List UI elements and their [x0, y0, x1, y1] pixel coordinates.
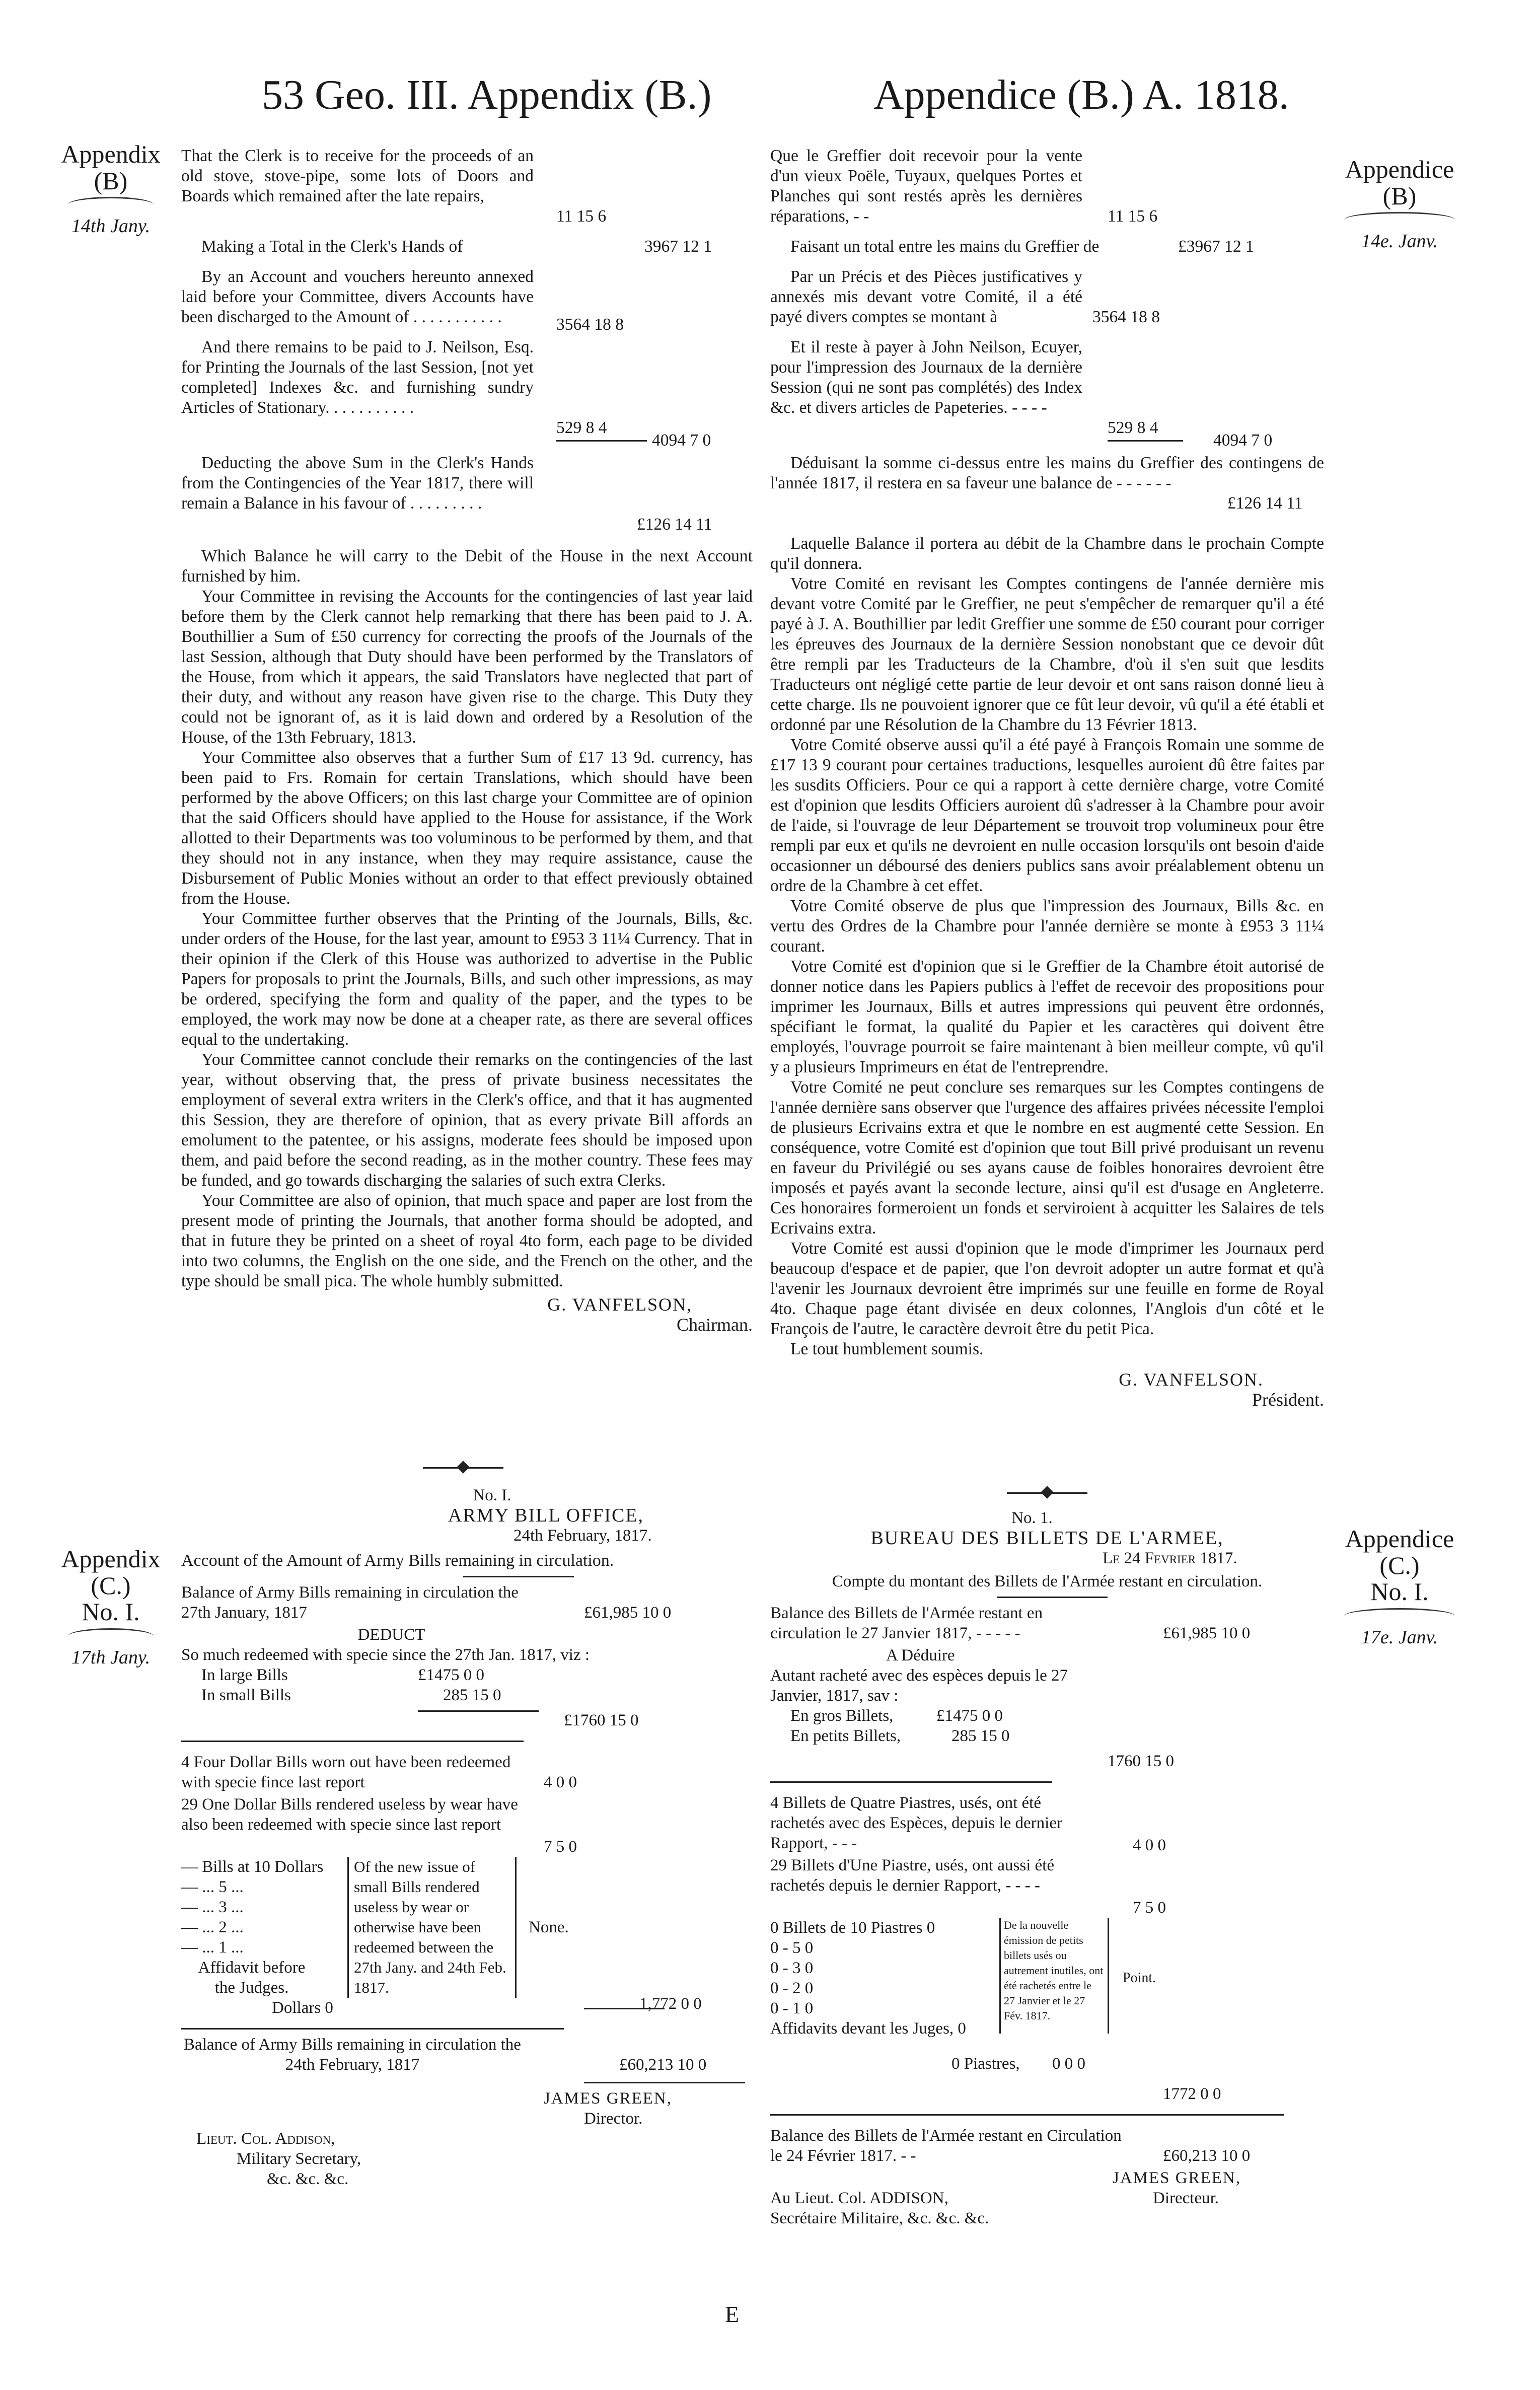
recipient-line: Secrétaire Militaire, &c. &c. &c.	[770, 2209, 989, 2227]
deduct-amount: £126 14 11	[1223, 493, 1303, 514]
sum-amount: 4094 7 0	[1213, 431, 1273, 450]
recipient-line: Military Secretary,	[237, 2150, 361, 2168]
paragraph: Votre Comité ne peut conclure ses remarques sur les Comptes contingens de l'année dernière sans observer que l'urgence des affaires privées nécessite l'emploi de plusieurs Ecrivains extra et que le nombre en est augmenté cette Session. En conséquence, votre Comité est d'opinion que tout Bill privé produisant un revenu en faveur du Privilégié ou ses ayans cause de foibles honoraires devroient être imposés et payés avant la seconde lecture, ainsi qu'il est d'usage en Angleterre. Ces honoraires formeroient un fonds et serviroient à acquitter les Salaires de tels Ecrivains extra.	[770, 1078, 1324, 1238]
margin-note-en-b	[53, 141, 169, 237]
paragraph: Votre Comité observe de plus que l'impression des Journaux, Bills &c. en vertu des Ordres de la Chambre pour l'année dernière se monte à £953 3 11¼ courant.	[770, 897, 1324, 956]
section-separator	[423, 1463, 503, 1473]
header-right: Appendice (B.) A. 1818.	[873, 71, 1289, 118]
recipient-line: Lieut. Col. Addison,	[196, 2130, 335, 2148]
redeemed-line: So much redeemed with specie since the 27th Jan. 1817, viz :	[181, 1646, 590, 1664]
small-bills-amount: 285 15 0	[951, 1727, 1010, 1745]
account-entry: Par un Précis et des Pièces justificatives y annexés mis devant votre Comité, il a été payé divers comptes se montant à	[770, 267, 1082, 326]
account-title: Account of the Amount of Army Bills remaining in circulation.	[181, 1551, 614, 1570]
paragraph: Votre Comité observe aussi qu'il a été payé à François Romain une somme de £17 13 9 courant pour certaines traductions, lesquelles auroient dû être faites par les susdits Officiers. Pour ce qui a rapport à cette dernière charge, votre Comité est d'opinion que lesdits Officiers auroient dû s'adresser à la Chambre pour avoir de l'aide, si l'ouvrage de leur Département se trouvoit trop volumineux pour être rempli par eux et qu'ils ne devroient en nulle occasion lorsqu'ils ont besoin d'aide occasionner un déboursé des deniers publics sans avoir préalablement obtenu un ordre de la Chambre à cet effet.	[770, 736, 1324, 895]
bills-list	[181, 1857, 347, 2018]
margin-note-fr-c	[1329, 1526, 1470, 1647]
one-dollar-amount: 7 5 0	[544, 1838, 577, 1856]
four-piastre-bills: 4 Billets de Quatre Piastres, usés, ont été rachetés avec des Espèces, depuis le dernier Rapport, - - -	[770, 1794, 1062, 1852]
paragraph: Laquelle Balance il portera au débit de la Chambre dans le prochain Compte qu'il donnera.	[770, 534, 1324, 573]
deduction-total: 1772 0 0	[1163, 2085, 1221, 2103]
total-entry: Making a Total in the Clerk's Hands of	[201, 237, 463, 256]
total-amount: £3967 12 1	[1178, 237, 1254, 256]
none-label: Point.	[1123, 1970, 1156, 1986]
none-label: None.	[529, 1918, 569, 1936]
redeemed-subtotal: £1760 15 0	[564, 1711, 639, 1729]
subtotal-rule	[418, 1710, 539, 1712]
margin-date: 14e. Janv.	[1361, 231, 1438, 252]
deduct-entry: Déduisant la somme ci-dessus entre les mains du Greffier des contingens de l'année 1817, il restera en sa faveur une balance de - - - - - -	[770, 454, 1324, 492]
stove-entry: That the Clerk is to receive for the proceeds of an old stove, stove-pipe, some lots of Doors and Boards which remained after the late repairs,	[181, 147, 534, 205]
paragraph: Your Committee cannot conclude their remarks on the contingencies of the last year, without observing that, the press of private business necessitates the employment of several extra writers in the Clerk's office, and that it has augmented this Session, they are therefore of opinion, that as every private Bill affords an emolument to the patentee, or his assigns, moderate fees should be imposed upon them, and paid before the second reading, as in the mother country. These fees may be funded, and go towards discharging the salaries of such extra Clerks.	[181, 1050, 753, 1190]
paragraph: Your Committee in revising the Accounts for the contingencies of last year laid before them by the Clerk cannot help remarking that there has been paid to J. A. Bouthillier a Sum of £50 currency for correcting the proofs of the Journals of the last Session, although that Duty should have been performed by the Translators of the House, from which it appears, the said Translators have neglected that part of their duty, and without any reason have given rise to the charge. This Duty they could not be ignorant of, as it is laid down and ordered by a Resolution of the House, of the 13th February, 1813.	[181, 587, 753, 747]
margin-sub: (C.)	[1379, 1551, 1420, 1579]
bills-1: — ... 1 ...	[181, 1938, 244, 1957]
margin-sub: (C.)	[91, 1571, 131, 1600]
margin-label: Appendice	[1345, 1525, 1454, 1553]
deduct-entry: Deducting the above Sum in the Clerk's Hands from the Contingencies of the Year 1817, there will remain a Balance in his favour of . . . . . . . . .	[181, 454, 534, 513]
four-dollar-bills: 4 Four Dollar Bills worn out have been redeemed with specie fince last report	[181, 1753, 511, 1791]
redeemed-line: Autant racheté avec des espèces depuis le 27 Janvier, 1817, sav :	[770, 1667, 1068, 1705]
stove-amount: 11 15 6	[556, 207, 607, 226]
bills-1: 0 - 1 0	[770, 1999, 814, 2017]
sum-rule	[556, 440, 647, 442]
brace-mark	[1344, 212, 1455, 228]
amount-rule	[584, 2082, 745, 2083]
paragraph: Votre Comité est d'opinion que si le Greffier de la Chambre étoit autorisé de donner notice dans les Papiers publics à l'effet de recevoir des propositions pour imprimer les Journaux, Bills et autres impressions qui peuvent être ordonnés, spécifiant le format, la qualité du Papier et les caractères qui doivent être employés, l'ouvrage pourroit se faire maintenant à bien meilleur compte, vû qu'il y a plusieurs Imprimeurs en état de l'entreprendre.	[770, 957, 1324, 1076]
neilson-entry: Et il reste à payer à John Neilson, Ecuyer, pour l'impression des Journaux de la dernière Session (qui ne sont pas complétés) des Index &c. et divers articles de Papeteries. - - - -	[770, 338, 1082, 417]
closing-balance-amount: £60,213 10 0	[619, 2056, 707, 2074]
small-bills-label: In small Bills	[201, 1686, 291, 1704]
neilson-amount: 529 8 4	[556, 418, 607, 437]
redeemed-subtotal: 1760 15 0	[1108, 1752, 1174, 1770]
one-piastre-bills: 29 Billets d'Une Piastre, usés, ont aussi été rachetés depuis le dernier Rapport, - - - -	[770, 1856, 1055, 1895]
separator-diamond	[1041, 1486, 1053, 1498]
new-issue-note: Of the new issue of small Bills rendered useless by wear or otherwise have been redeemed between the 27th Jany. and 24th Feb. 1817.	[354, 1858, 506, 1996]
signatory-name: G. VANFELSON.	[1119, 1369, 1264, 1390]
director-name: JAMES GREEN,	[544, 2089, 673, 2108]
page-letter: E	[725, 2301, 740, 2327]
brace-mark	[1344, 1608, 1455, 1624]
bills-3: 0 - 3 0	[770, 1959, 814, 1977]
new-issue-bracket	[347, 1857, 517, 1998]
signatory-role: Président.	[1252, 1390, 1324, 1410]
large-bills-amount: £1475 0 0	[936, 1707, 1003, 1725]
french-column	[770, 146, 1324, 1410]
recipient-line: &c. &c. &c.	[267, 2170, 349, 2188]
margin-date: 17e. Janv.	[1361, 1626, 1438, 1648]
brace-mark	[68, 197, 154, 212]
bills-5: 0 - 5 0	[770, 1939, 814, 1957]
account-title: Compte du montant des Billets de l'Armée restant en circulation.	[832, 1572, 1263, 1590]
bills-2: — ... 2 ...	[181, 1918, 244, 1936]
section-separator	[1007, 1488, 1087, 1498]
account-entry: By an Account and vouchers hereunto annexed laid before your Committee, divers Accounts have been discharged to the Amount of . . . . . . . . . . .	[181, 267, 534, 326]
bills-2: 0 - 2 0	[770, 1979, 814, 1997]
paragraph: Which Balance he will carry to the Debit of the House in the next Account furnished by him.	[181, 547, 753, 586]
neilson-entry: And there remains to be paid to J. Neilson, Esq. for Printing the Journals of the last Session, [not yet completed] Indexes &c. and furnishing sundry Articles of Stationary. . . . . . . . . . .	[181, 338, 534, 417]
margin-label: Appendice	[1345, 155, 1454, 183]
paragraph: Your Committee are also of opinion, that much space and paper are lost from the present mode of printing the Journals, that another forma should be adopted, and that in future they be printed on a sheet of royal 4to form, each page to be divided into two columns, the English on the one side, and the French on the other, and the type should be small pica. The whole humbly submitted.	[181, 1191, 753, 1290]
separator-diamond	[457, 1461, 469, 1473]
margin-sub: (B)	[94, 166, 128, 195]
neilson-amount: 529 8 4	[1108, 418, 1158, 437]
signatory-name: G. VANFELSON,	[547, 1294, 692, 1315]
title-rule	[463, 1576, 574, 1577]
margin-note-fr-b	[1329, 156, 1470, 252]
signatory-role: Chairman.	[677, 1315, 753, 1335]
director-role: Director.	[584, 2110, 643, 2128]
office-date: Le 24 Fevrier 1817.	[1103, 1549, 1237, 1567]
divider	[181, 1741, 524, 1742]
header-left: 53 Geo. III. Appendix (B.)	[262, 71, 712, 118]
affidavit: Affidavit before the Judges.	[198, 1959, 306, 1997]
divider	[770, 1781, 1052, 1783]
account-amount: 3564 18 8	[1092, 308, 1160, 326]
sum-amount: 4094 7 0	[652, 431, 711, 450]
bills-list	[770, 1918, 997, 2039]
total-entry: Faisant un total entre les mains du Greffier de	[790, 237, 1099, 256]
large-bills-label: In large Bills	[201, 1666, 288, 1684]
margin-date: 14th Jany.	[71, 215, 151, 237]
margin-label: Appendix	[61, 140, 161, 168]
paragraph: Your Committee also observes that a further Sum of £17 13 9d. currency, has been paid to Frs. Romain for certain Translations, which should have been performed by the above Officers; on this last charge your Committee are of opinion that the said Officers should have applied to the House for assistance, if the Work allotted to their Departments was too voluminous to be performed by them, and that they should not in any instance, when they may require assistance, cause the Disbursement of Public Monies without an order to that effect previously obtained from the House.	[181, 748, 753, 908]
closing-balance: Balance of Army Bills remaining in circulation the 24th February, 1817	[184, 2036, 521, 2074]
deduct-heading: A Déduire	[886, 1646, 955, 1664]
army-account-french	[770, 1508, 1324, 2228]
small-bills-amount: 285 15 0	[443, 1686, 501, 1704]
bills-10: — Bills at 10 Dollars	[181, 1858, 324, 1876]
opening-balance-amount: £61,985 10 0	[1163, 1624, 1251, 1642]
opening-balance: Balance des Billets de l'Armée restant en circulation le 27 Janvier 1817, - - - - -	[770, 1604, 1043, 1642]
paragraph: Votre Comité est aussi d'opinion que le mode d'imprimer les Journaux perd beaucoup d'espace et de papier, que l'on devroit adopter un autre format et qu'à l'avenir les Journaux devroient être imprimés sur une feuille en forme de Royal 4to. Chaque page étant divisée en deux colonnes, l'Anglois d'un côté et le François de l'autre, le caractère devroit être du petit Pica.	[770, 1239, 1324, 1338]
opening-balance-amount: £61,985 10 0	[584, 1604, 672, 1622]
director-role: Directeur.	[1153, 2189, 1219, 2207]
one-dollar-bills: 29 One Dollar Bills rendered useless by wear have also been redeemed with specie since last report	[181, 1795, 518, 1834]
one-piastre-amount: 7 5 0	[1133, 1899, 1166, 1917]
closing-balance: Balance des Billets de l'Armée restant en Circulation le 24 Février 1817. - -	[770, 2127, 1122, 2165]
recipient-line: Au Lieut. Col. ADDISON,	[770, 2189, 948, 2207]
four-piastre-amount: 4 0 0	[1133, 1836, 1166, 1854]
margin-no: No. I.	[82, 1598, 140, 1626]
bills-5: — ... 5 ...	[181, 1878, 244, 1896]
margin-sub: (B)	[1382, 181, 1417, 210]
closing-balance-amount: £60,213 10 0	[1163, 2147, 1251, 2165]
paragraph: Votre Comité en revisant les Comptes contingens de l'année dernière mis devant votre Comité par le Greffier, ne peut s'empêcher de remarquer qu'il a été payé à J. A. Bouthillier par ledit Greffier une somme de £50 courant pour corriger les épreuves des Journaux de la dernière Session nonobstant que ce devoir dût être rempli par les Traducteurs de la Chambre, d'où il s'en suit que lesdits Traducteurs ont négligé cette partie de leur devoir et ont sans raison donné lieu à cette charge. Ils ne pouvoient ignorer que ce fût leur devoir, vû qu'il a été établi et ordonné par une Résolution de la Chambre du 13 Février 1813.	[770, 574, 1324, 734]
army-account-english	[181, 1485, 753, 2189]
four-dollar-amount: 4 0 0	[544, 1773, 577, 1791]
piastres-label: 0 Piastres,	[951, 2055, 1020, 2073]
office-name: ARMY BILL OFFICE,	[448, 1505, 644, 1526]
director-name: JAMES GREEN,	[1113, 2169, 1241, 2187]
bills-10: 0 Billets de 10 Piastres 0	[770, 1919, 935, 1937]
large-bills-label: En gros Billets,	[790, 1707, 894, 1725]
sum-rule	[1108, 440, 1183, 442]
new-issue-note: De la nouvelle émission de petits billets usés ou autrement inutiles, ont été rachetés entre le 27 Janvier et le 27 Fév. 1817.	[1004, 1919, 1104, 2022]
margin-note-en-c	[53, 1546, 169, 1668]
margin-date: 17th Jany.	[71, 1646, 151, 1668]
deduct-amount: £126 14 11	[637, 515, 712, 534]
english-column	[181, 146, 753, 1335]
paragraph: Your Committee further observes that the Printing of the Journals, Bills, &c. under orders of the House, for the last year, amount to £953 3 11¼ Currency. That in their opinion if the Clerk of this House was authorized to advertise in the Public Papers for proposals to print the Journals, Bills, and such other impressions, as may be ordered, specifying the form and quality of the paper, and the types to be employed, the work may now be done at a cheaper rate, as there are several offices equal to the undertaking.	[181, 909, 753, 1049]
bills-3: — ... 3 ...	[181, 1898, 244, 1916]
title-rule	[997, 1597, 1108, 1598]
stove-amount: 11 15 6	[1108, 207, 1158, 226]
margin-label: Appendix	[61, 1545, 161, 1573]
piastres-amount: 0 0 0	[1052, 2055, 1085, 2073]
office-name: BUREAU DES BILLETS DE L'ARMEE,	[870, 1528, 1224, 1549]
account-number: No. I.	[473, 1486, 511, 1504]
office-date: 24th February, 1817.	[514, 1527, 652, 1545]
account-amount: 3564 18 8	[556, 315, 624, 334]
signature-block	[181, 1294, 753, 1335]
deduct-heading: DEDUCT	[357, 1626, 425, 1644]
account-number: No. 1.	[1011, 1509, 1053, 1527]
paragraph: Le tout humblement soumis.	[790, 1340, 984, 1358]
opening-balance: Balance of Army Bills remaining in circulation the 27th January, 1817	[181, 1583, 519, 1622]
large-bills-amount: £1475 0 0	[418, 1666, 484, 1684]
signature-block	[770, 1369, 1324, 1410]
total-amount: 3967 12 1	[644, 237, 712, 256]
small-bills-label: En petits Billets,	[790, 1727, 901, 1745]
brace-mark	[68, 1628, 154, 1644]
new-issue-bracket	[999, 1918, 1109, 2034]
divider	[181, 2028, 564, 2030]
divider	[770, 2114, 1284, 2116]
affidavit: Affidavits devant les Juges, 0	[770, 2019, 966, 2038]
deduction-total: 1,772 0 0	[639, 1995, 702, 2013]
dollars: Dollars 0	[272, 1999, 333, 2017]
stove-entry: Que le Greffier doit recevoir pour la vente d'un vieux Poële, Tuyaux, quelques Portes et Planches qui sont restés après les dernières réparations, - -	[770, 147, 1082, 226]
margin-no: No. I.	[1370, 1577, 1429, 1606]
